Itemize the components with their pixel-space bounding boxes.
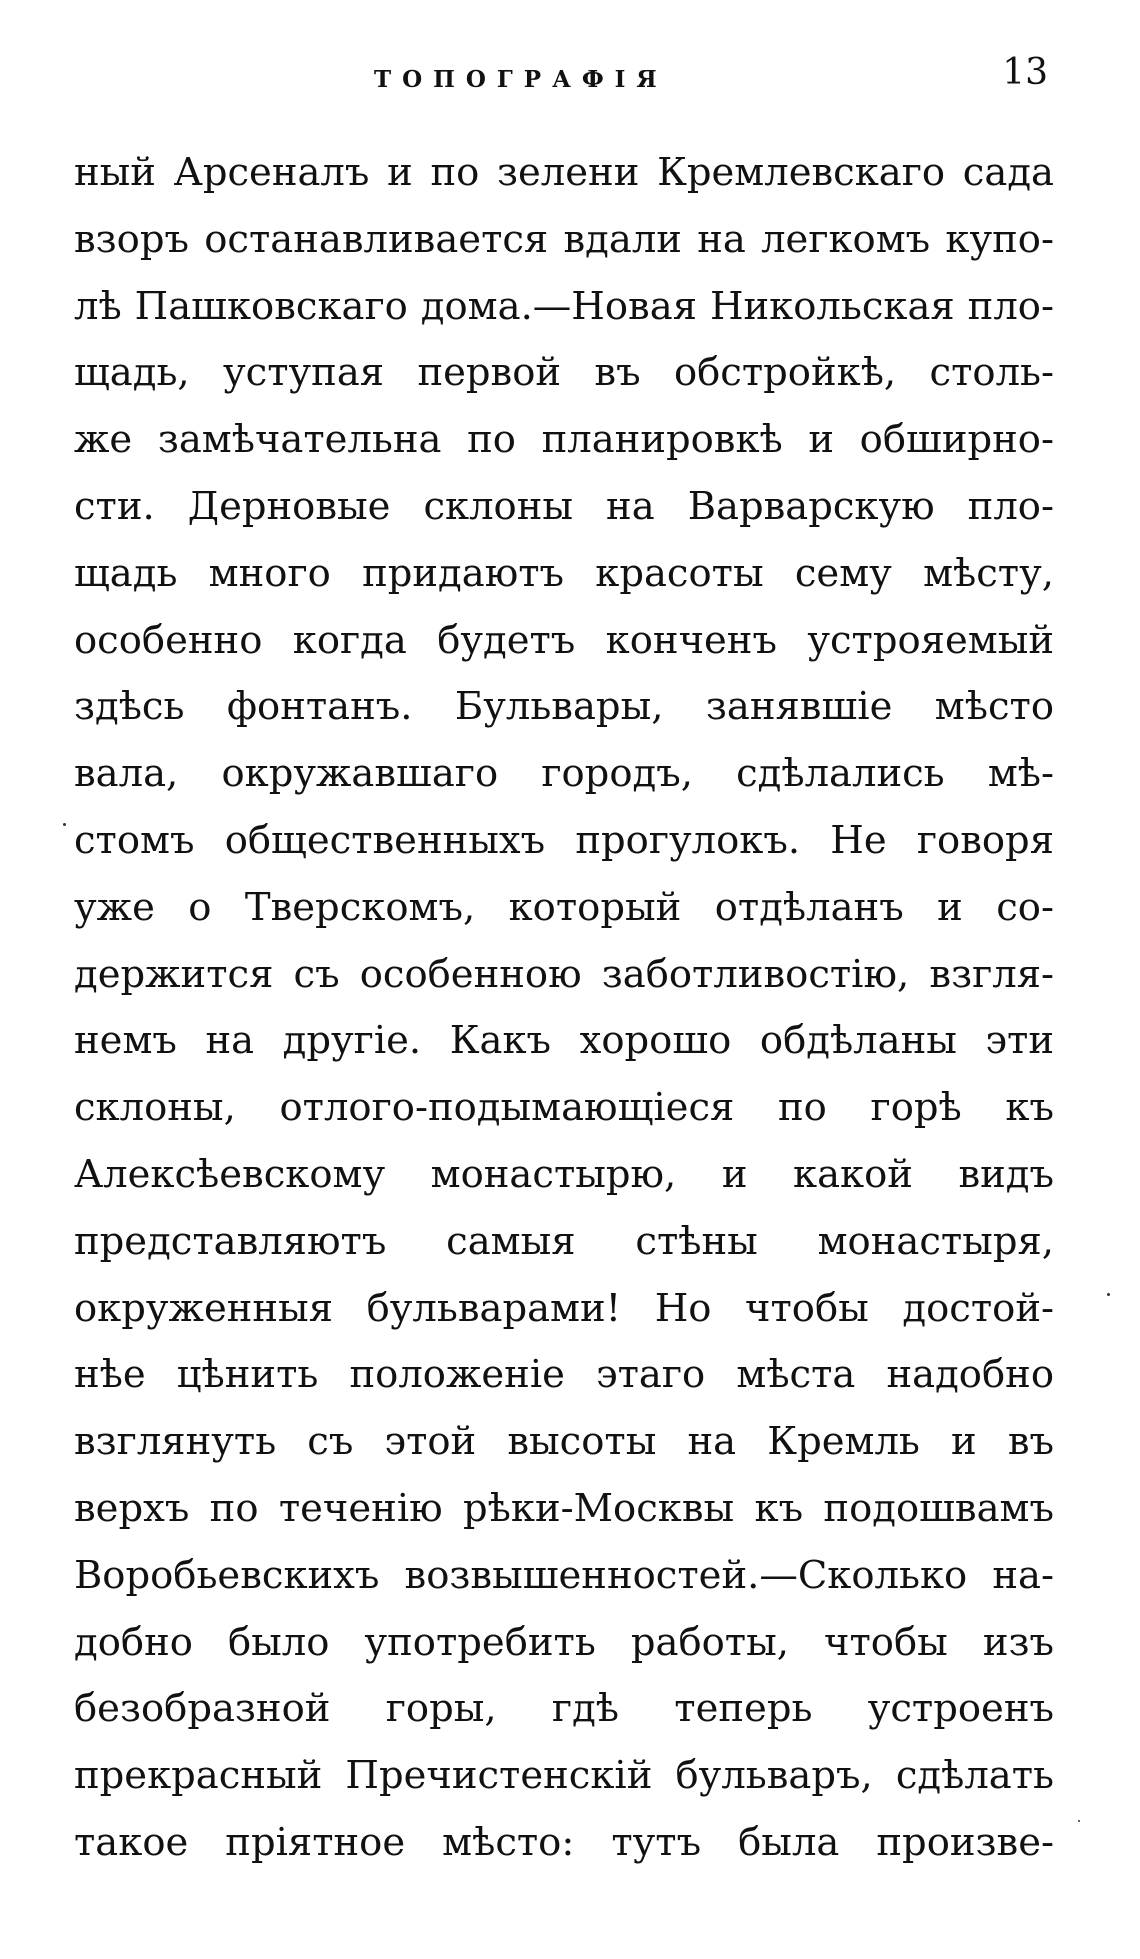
text-line: склоны, отлого-подымающіеся по горѣ къ bbox=[74, 1085, 1054, 1131]
text-line: немъ на другіе. Какъ хорошо обдѣланы эти bbox=[74, 1018, 1054, 1064]
text-line: стомъ общественныхъ прогулокъ. Не говоря bbox=[74, 817, 1054, 863]
running-head-title: ТОПОГРАФІЯ bbox=[374, 66, 668, 93]
text-line: взглянуть съ этой высоты на Кремль и въ bbox=[74, 1419, 1054, 1465]
body-text bbox=[74, 140, 1054, 1877]
text-line: представляютъ самыя стѣны монастыря, bbox=[74, 1218, 1054, 1264]
text-line: особенно когда будетъ конченъ устрояемый bbox=[74, 617, 1054, 663]
page-number: 13 bbox=[1002, 52, 1048, 93]
print-speck bbox=[1078, 1820, 1080, 1822]
text-line: уже о Тверскомъ, который отдѣланъ и со- bbox=[74, 884, 1054, 930]
text-line: окруженныя бульварами! Но чтобы достой- bbox=[74, 1285, 1054, 1331]
text-line: добно было употребить работы, чтобы изъ bbox=[74, 1619, 1054, 1665]
running-head bbox=[74, 52, 1054, 112]
text-line: щадь, уступая первой въ обстройкѣ, столь- bbox=[74, 350, 1054, 396]
print-speck bbox=[1107, 1293, 1110, 1296]
text-line: держится съ особенною заботливостію, взгля- bbox=[74, 951, 1054, 997]
text-line: нѣе цѣнить положеніе этаго мѣста надобно bbox=[74, 1352, 1054, 1398]
text-line: же замѣчательна по планировкѣ и обширно- bbox=[74, 417, 1054, 463]
text-line: щадь много придаютъ красоты сему мѣсту, bbox=[74, 550, 1054, 596]
text-line: вала, окружавшаго городъ, сдѣлались мѣ- bbox=[74, 751, 1054, 797]
text-line: ный Арсеналъ и по зелени Кремлевскаго сада bbox=[74, 150, 1054, 195]
print-speck bbox=[63, 823, 66, 826]
text-line: лѣ Пашковскаго дома.—Новая Никольская пло- bbox=[74, 283, 1054, 329]
text-line: взоръ останавливается вдали на легкомъ купо- bbox=[74, 216, 1054, 262]
text-line: Алексѣевскому монастырю, и какой видъ bbox=[74, 1151, 1054, 1197]
text-line: здѣсь фонтанъ. Бульвары, занявшіе мѣсто bbox=[74, 684, 1054, 730]
text-line: такое пріятное мѣсто: тутъ была произве- bbox=[74, 1819, 1054, 1865]
text-line: безобразной горы, гдѣ теперь устроенъ bbox=[74, 1686, 1054, 1732]
text-line: сти. Дерновые склоны на Варварскую пло- bbox=[74, 483, 1054, 529]
text-line: Воробьевскихъ возвышенностей.—Сколько на- bbox=[74, 1552, 1054, 1598]
text-line: прекрасный Пречистенскій бульваръ, сдѣлать bbox=[74, 1753, 1054, 1799]
text-line: верхъ по теченію рѣки-Москвы къ подошвамъ bbox=[74, 1485, 1054, 1531]
